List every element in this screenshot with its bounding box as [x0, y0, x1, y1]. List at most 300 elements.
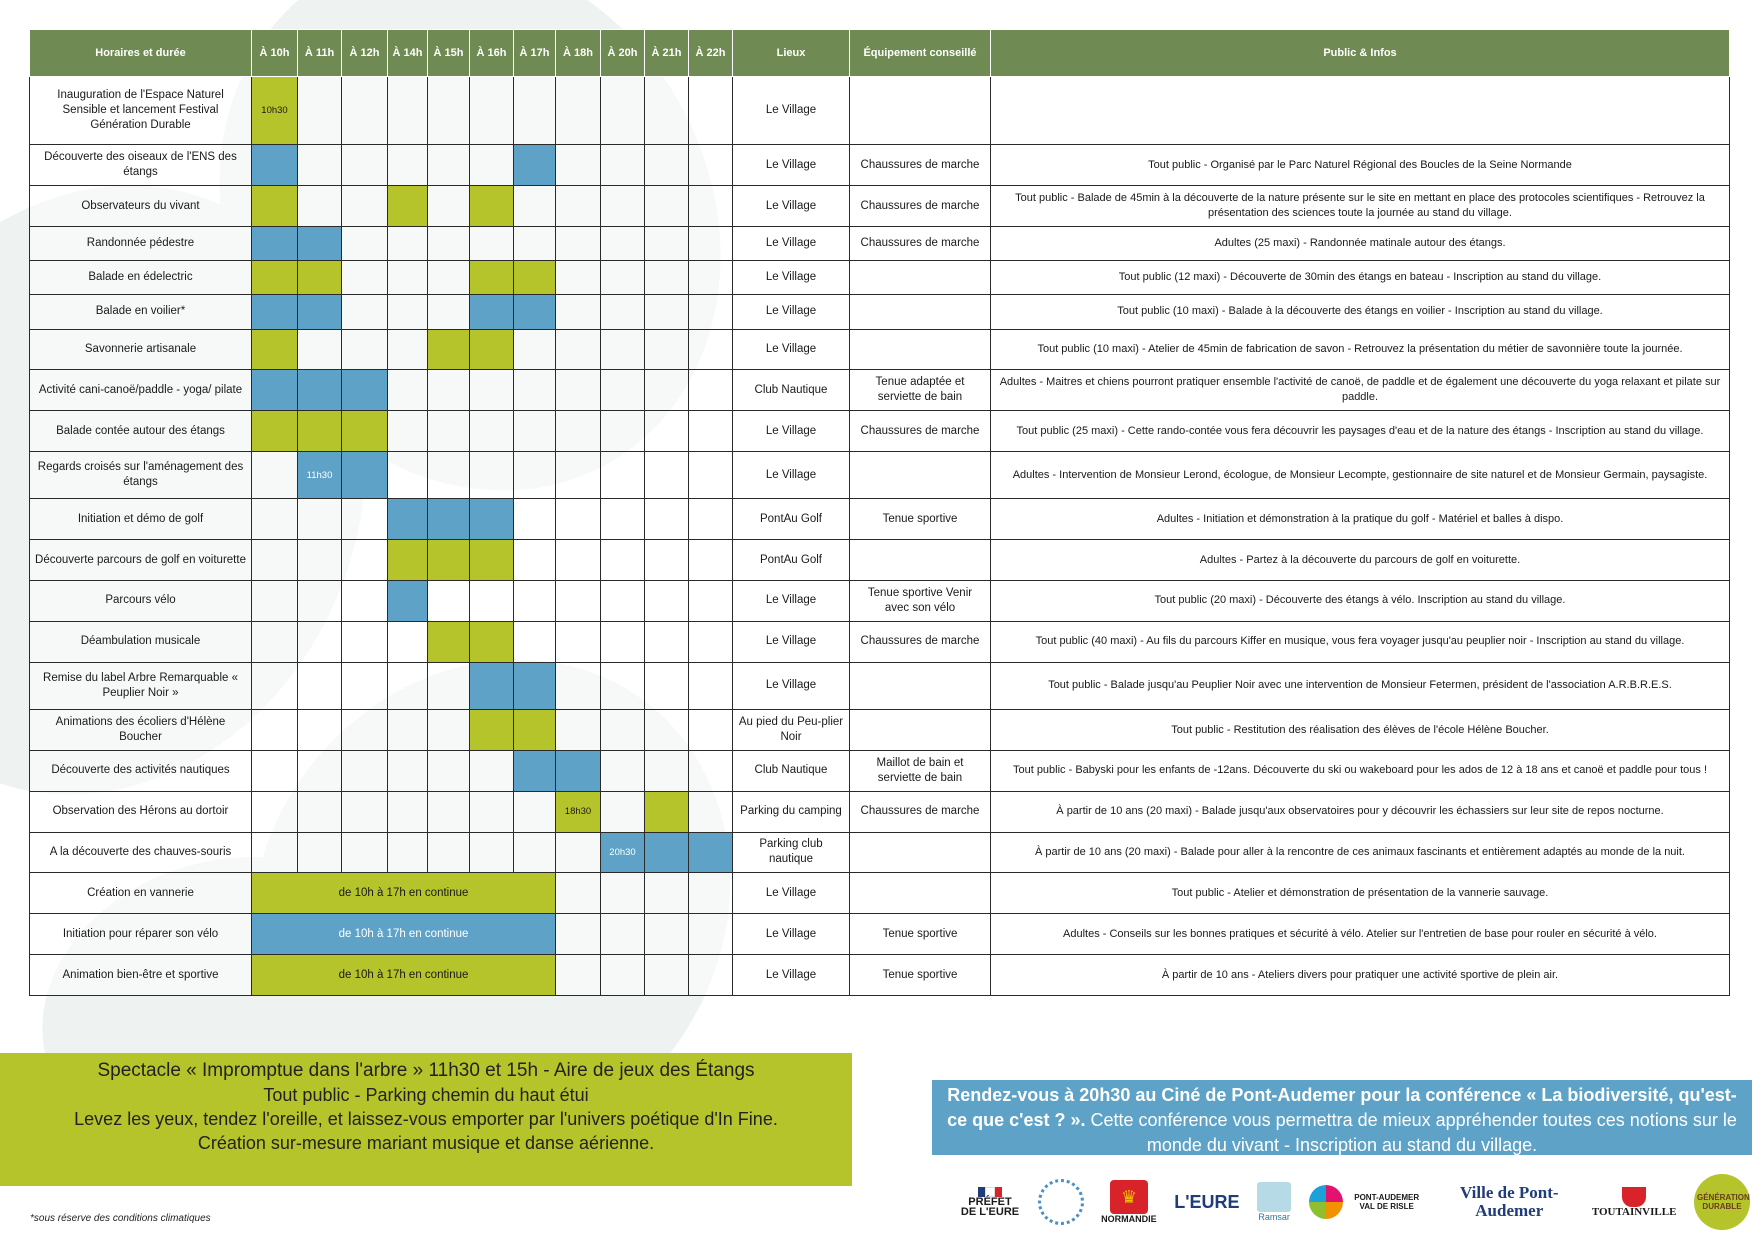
slot-15h [428, 329, 470, 370]
equipment [850, 540, 991, 581]
slot-18h [556, 295, 601, 329]
public-info: Adultes - Intervention de Monsieur Lerond, écologue, de Monsieur Lecompte, gestionnaire de site naturel et de Monsieur Germain, paysagiste. [991, 452, 1730, 499]
slot-21h [645, 329, 689, 370]
slot-10h [252, 710, 298, 751]
schedule-row [30, 662, 1730, 709]
public-info: Tout public (20 maxi) - Découverte des étangs à vélo. Inscription au stand du village. [991, 581, 1730, 622]
header-time-18h: À 18h [556, 30, 601, 77]
place: Le Village [733, 77, 850, 145]
schedule-row [30, 873, 1730, 914]
equipment [850, 452, 991, 499]
slot-18h [556, 914, 601, 955]
slot-20h [601, 145, 645, 186]
slot-18h [556, 499, 601, 540]
spectacle-title: Spectacle « Impromptue dans l'arbre » 11h30 et 15h - Aire de jeux des Étangs [97, 1060, 755, 1081]
slot-12h [342, 452, 388, 499]
slot-22h [689, 955, 733, 996]
public-info: Tout public (10 maxi) - Balade à la découverte des étangs en voilier - Inscription au stand du village. [991, 295, 1730, 329]
slot-10h [252, 261, 298, 295]
public-info: Tout public (40 maxi) - Au fils du parcours Kiffer en musique, vous fera voyager jusqu'au peuplier noir - Inscription au stand du village. [991, 621, 1730, 662]
slot-16h [470, 411, 514, 452]
equipment: Chaussures de marche [850, 186, 991, 227]
slot-22h [689, 581, 733, 622]
activity-name: Création en vannerie [30, 873, 252, 914]
slot-20h [601, 621, 645, 662]
partner-logos [960, 1170, 1750, 1234]
slot-14h [388, 452, 428, 499]
slot-14h [388, 621, 428, 662]
equipment: Tenue sportive [850, 914, 991, 955]
slot-16h [470, 750, 514, 791]
ramsar-label: Ramsar [1258, 1212, 1290, 1222]
slot-15h [428, 581, 470, 622]
slot-12h [342, 186, 388, 227]
slot-11h [298, 540, 342, 581]
public-info: Tout public (10 maxi) - Atelier de 45min de fabrication de savon - Retrouvez la présentation du métier de savonnière toute la journée. [991, 329, 1730, 370]
schedule-row [30, 710, 1730, 751]
slot-22h [689, 295, 733, 329]
slot-20h [601, 370, 645, 411]
ramsar-logo [1257, 1182, 1291, 1222]
spectacle-box [0, 1053, 852, 1186]
slot-18h [556, 540, 601, 581]
equipment: Chaussures de marche [850, 621, 991, 662]
slot-20h [601, 261, 645, 295]
slot-12h [342, 710, 388, 751]
slot-17h [514, 499, 556, 540]
slot-17h [514, 370, 556, 411]
slot-16h [470, 261, 514, 295]
header-activity: Horaires et durée [30, 30, 252, 77]
slot-20h [601, 581, 645, 622]
continuous-slot: de 10h à 17h en continue [252, 914, 556, 955]
slot-21h [645, 227, 689, 261]
activity-name: Balade contée autour des étangs [30, 411, 252, 452]
header-time-16h: À 16h [470, 30, 514, 77]
public-info: À partir de 10 ans - Ateliers divers pour pratiquer une activité sportive de plein air. [991, 955, 1730, 996]
slot-22h [689, 145, 733, 186]
activity-name: Découverte parcours de golf en voiturette [30, 540, 252, 581]
schedule-row [30, 955, 1730, 996]
slot-14h [388, 540, 428, 581]
pavr-label: PONT-AUDEMER VAL DE RISLE [1354, 1193, 1420, 1211]
slot-14h [388, 329, 428, 370]
schedule-body [30, 77, 1730, 996]
activity-name: Initiation et démo de golf [30, 499, 252, 540]
public-info: Tout public - Balade de 45min à la découverte de la nature présente sur le site en mettant en place des protocoles scientifiques - Retrouvez la présentation des sciences toute la journée au stand du village. [991, 186, 1730, 227]
slot-21h [645, 832, 689, 873]
slot-21h [645, 581, 689, 622]
slot-17h [514, 227, 556, 261]
place: Le Village [733, 145, 850, 186]
activity-name: Balade en voilier* [30, 295, 252, 329]
slot-14h [388, 499, 428, 540]
slot-11h [298, 411, 342, 452]
slot-16h [470, 662, 514, 709]
public-info: Adultes (25 maxi) - Randonnée matinale autour des étangs. [991, 227, 1730, 261]
header-time-11h: À 11h [298, 30, 342, 77]
slot-16h [470, 540, 514, 581]
slot-12h [342, 145, 388, 186]
slot-12h [342, 540, 388, 581]
slot-11h [298, 145, 342, 186]
activity-name: Découverte des activités nautiques [30, 750, 252, 791]
slot-12h [342, 499, 388, 540]
activity-name: Déambulation musicale [30, 621, 252, 662]
schedule-row [30, 914, 1730, 955]
public-info [991, 77, 1730, 145]
slot-22h [689, 710, 733, 751]
public-info: Tout public - Babyski pour les enfants de -12ans. Découverte du ski ou wakeboard pour les ados de 12 à 18 ans et canoë et paddle pour tous ! [991, 750, 1730, 791]
slot-21h [645, 914, 689, 955]
schedule-row [30, 227, 1730, 261]
place: Le Village [733, 914, 850, 955]
slot-20h [601, 411, 645, 452]
slot-10h [252, 832, 298, 873]
slot-15h [428, 227, 470, 261]
slot-15h [428, 540, 470, 581]
slot-15h [428, 832, 470, 873]
place: Le Village [733, 873, 850, 914]
slot-16h [470, 77, 514, 145]
slot-22h [689, 914, 733, 955]
ville-logo [1444, 1184, 1574, 1220]
slot-18h [556, 186, 601, 227]
slot-11h [298, 710, 342, 751]
activity-name: Animation bien-être et sportive [30, 955, 252, 996]
equipment: Chaussures de marche [850, 411, 991, 452]
slot-16h [470, 186, 514, 227]
schedule-row [30, 329, 1730, 370]
slot-22h [689, 227, 733, 261]
schedule-row [30, 621, 1730, 662]
schedule-row [30, 540, 1730, 581]
public-info: Adultes - Maitres et chiens pourront pratiquer ensemble l'activité de canoë, de paddle et de également une découverte du yoga relaxant et pilate sur paddle. [991, 370, 1730, 411]
public-info: À partir de 10 ans (20 maxi) - Balade jusqu'aux observatoires pour y découvrir les échassiers sur leur site de repos nocturne. [991, 791, 1730, 832]
slot-11h [298, 832, 342, 873]
slot-10h [252, 329, 298, 370]
public-info: Tout public - Organisé par le Parc Naturel Régional des Boucles de la Seine Normande [991, 145, 1730, 186]
schedule-row [30, 499, 1730, 540]
equipment: Tenue sportive [850, 499, 991, 540]
slot-21h [645, 370, 689, 411]
slot-17h [514, 186, 556, 227]
activity-name: Parcours vélo [30, 581, 252, 622]
slot-10h [252, 145, 298, 186]
slot-20h [601, 710, 645, 751]
slot-12h [342, 261, 388, 295]
place: Le Village [733, 261, 850, 295]
slot-21h [645, 77, 689, 145]
slot-22h [689, 452, 733, 499]
header-time-14h: À 14h [388, 30, 428, 77]
slot-12h [342, 581, 388, 622]
slot-17h [514, 791, 556, 832]
activity-name: Balade en édelectric [30, 261, 252, 295]
public-info: Adultes - Conseils sur les bonnes pratiques et sécurité à vélo. Atelier sur l'entretien de base pour rouler en sécurité à vélo. [991, 914, 1730, 955]
slot-16h [470, 832, 514, 873]
spectacle-line-3: Création sur-mesure mariant musique et danse aérienne. [197, 1133, 655, 1153]
slot-17h [514, 329, 556, 370]
slot-18h [556, 832, 601, 873]
slot-16h [470, 329, 514, 370]
equipment: Chaussures de marche [850, 145, 991, 186]
slot-15h [428, 662, 470, 709]
slot-20h [601, 914, 645, 955]
slot-11h [298, 261, 342, 295]
eure-logo [1174, 1192, 1239, 1212]
conference-box [932, 1080, 1752, 1155]
slot-21h [645, 261, 689, 295]
slot-15h [428, 370, 470, 411]
slot-22h [689, 499, 733, 540]
slot-17h [514, 77, 556, 145]
activity-name: Regards croisés sur l'aménagement des étangs [30, 452, 252, 499]
public-info: Tout public - Atelier et démonstration de présentation de la vannerie sauvage. [991, 873, 1730, 914]
slot-14h [388, 227, 428, 261]
slot-11h [298, 499, 342, 540]
toutainville-logo [1592, 1187, 1677, 1217]
public-info: Adultes - Partez à la découverte du parcours de golf en voiturette. [991, 540, 1730, 581]
slot-21h [645, 452, 689, 499]
slot-18h [556, 411, 601, 452]
spectacle-line-2: Levez les yeux, tendez l'oreille, et laissez-vous emporter par l'univers poétique d'In Fine. [74, 1109, 778, 1129]
header-time-15h: À 15h [428, 30, 470, 77]
slot-11h [298, 295, 342, 329]
slot-10h [252, 540, 298, 581]
slot-22h [689, 329, 733, 370]
slot-11h [298, 581, 342, 622]
equipment [850, 329, 991, 370]
equipment [850, 295, 991, 329]
slot-21h [645, 791, 689, 832]
gd-badge [1694, 1174, 1750, 1230]
header-equipment: Équipement conseillé [850, 30, 991, 77]
slot-17h [514, 832, 556, 873]
public-info: Adultes - Initiation et démonstration à la pratique du golf - Matériel et balles à dispo. [991, 499, 1730, 540]
header-time-10h: À 10h [252, 30, 298, 77]
slot-15h [428, 791, 470, 832]
slot-17h [514, 750, 556, 791]
slot-14h [388, 261, 428, 295]
slot-15h [428, 621, 470, 662]
slot-18h [556, 145, 601, 186]
place: Le Village [733, 581, 850, 622]
equipment: Chaussures de marche [850, 227, 991, 261]
slot-10h [252, 791, 298, 832]
slot-20h [601, 540, 645, 581]
slot-14h [388, 750, 428, 791]
activity-name: Activité cani-canoë/paddle - yoga/ pilate [30, 370, 252, 411]
place: Le Village [733, 411, 850, 452]
slot-20h [601, 791, 645, 832]
slot-22h [689, 411, 733, 452]
header-row [30, 30, 1730, 77]
slot-15h [428, 295, 470, 329]
pavr-logo [1309, 1185, 1427, 1219]
slot-10h [252, 452, 298, 499]
slot-15h [428, 710, 470, 751]
slot-22h [689, 873, 733, 914]
slot-20h [601, 295, 645, 329]
gd-label: GÉNÉRATION DURABLE [1696, 1193, 1750, 1211]
conference-lead: Rendez-vous à 20h30 au Ciné de Pont-Audemer pour la conférence « La biodiversité, qu'est-ce que c'est ? ». [947, 1085, 1737, 1130]
slot-15h [428, 750, 470, 791]
equipment: Tenue sportive Venir avec son vélo [850, 581, 991, 622]
place: Club Nautique [733, 750, 850, 791]
flower-icon [1038, 1179, 1084, 1225]
toutainville-label: TOUTAINVILLE [1591, 1206, 1677, 1218]
slot-11h [298, 77, 342, 145]
slot-22h [689, 832, 733, 873]
schedule-row [30, 295, 1730, 329]
schedule-row [30, 77, 1730, 145]
slot-22h [689, 621, 733, 662]
slot-18h [556, 227, 601, 261]
slot-11h [298, 329, 342, 370]
public-info: Tout public (25 maxi) - Cette rando-contée vous fera découvrir les paysages d'eau et de la nature des étangs - Inscription au stand du village. [991, 411, 1730, 452]
slot-21h [645, 540, 689, 581]
slot-20h [601, 186, 645, 227]
place: Parking du camping [733, 791, 850, 832]
slot-21h [645, 295, 689, 329]
slot-11h [298, 621, 342, 662]
slot-22h [689, 662, 733, 709]
slot-17h [514, 261, 556, 295]
place: Le Village [733, 452, 850, 499]
schedule-row [30, 145, 1730, 186]
slot-12h [342, 227, 388, 261]
slot-17h [514, 540, 556, 581]
slot-15h [428, 452, 470, 499]
equipment [850, 832, 991, 873]
slot-22h [689, 791, 733, 832]
slot-11h [298, 186, 342, 227]
slot-20h [601, 452, 645, 499]
slot-10h [252, 411, 298, 452]
slot-16h [470, 581, 514, 622]
equipment [850, 710, 991, 751]
activity-name: Randonnée pédestre [30, 227, 252, 261]
place: Le Village [733, 227, 850, 261]
equipment: Chaussures de marche [850, 791, 991, 832]
slot-18h [556, 261, 601, 295]
slot-10h [252, 750, 298, 791]
slot-10h [252, 370, 298, 411]
slot-22h [689, 370, 733, 411]
slot-11h [298, 791, 342, 832]
slot-14h [388, 581, 428, 622]
slot-16h [470, 227, 514, 261]
slot-14h [388, 186, 428, 227]
slot-18h [556, 710, 601, 751]
schedule-row [30, 370, 1730, 411]
schedule-table [29, 29, 1730, 996]
header-time-12h: À 12h [342, 30, 388, 77]
slot-21h [645, 186, 689, 227]
slot-18h [556, 621, 601, 662]
slot-16h [470, 145, 514, 186]
slot-15h [428, 411, 470, 452]
normandie-logo [1101, 1180, 1157, 1224]
slot-17h [514, 295, 556, 329]
activity-name: Remise du label Arbre Remarquable « Peuplier Noir » [30, 662, 252, 709]
pavr-flower-icon [1309, 1185, 1343, 1219]
schedule-row [30, 411, 1730, 452]
lion-icon: ♛ [1110, 1180, 1148, 1214]
header-time-21h: À 21h [645, 30, 689, 77]
equipment: Maillot de bain et serviette de bain [850, 750, 991, 791]
slot-20h [601, 873, 645, 914]
slot-18h [556, 955, 601, 996]
activity-name: Savonnerie artisanale [30, 329, 252, 370]
schedule-row [30, 791, 1730, 832]
slot-21h [645, 621, 689, 662]
slot-14h [388, 710, 428, 751]
slot-10h [252, 621, 298, 662]
slot-18h [556, 873, 601, 914]
place: PontAu Golf [733, 499, 850, 540]
slot-12h [342, 791, 388, 832]
slot-14h [388, 791, 428, 832]
slot-10h [252, 295, 298, 329]
activity-name: Découverte des oiseaux de l'ENS des étangs [30, 145, 252, 186]
slot-18h [556, 452, 601, 499]
normandie-label: NORMANDIE [1101, 1214, 1157, 1224]
slot-17h [514, 411, 556, 452]
wave-icon [1257, 1182, 1291, 1212]
slot-20h [601, 750, 645, 791]
slot-21h [645, 710, 689, 751]
slot-20h [601, 329, 645, 370]
slot-22h [689, 77, 733, 145]
public-info: À partir de 10 ans (20 maxi) - Balade pour aller à la rencontre de ces animaux fascinants et entièrement adaptés au monde de la nuit. [991, 832, 1730, 873]
place: Le Village [733, 662, 850, 709]
header-place: Lieux [733, 30, 850, 77]
slot-16h [470, 791, 514, 832]
slot-15h [428, 261, 470, 295]
slot-11h [298, 750, 342, 791]
slot-10h: 10h30 [252, 77, 298, 145]
reserve-logo [1038, 1179, 1084, 1225]
header-info: Public & Infos [991, 30, 1730, 77]
slot-18h [556, 750, 601, 791]
slot-12h [342, 77, 388, 145]
slot-17h [514, 710, 556, 751]
slot-10h [252, 186, 298, 227]
slot-20h [601, 499, 645, 540]
slot-15h [428, 77, 470, 145]
slot-12h [342, 832, 388, 873]
slot-14h [388, 145, 428, 186]
slot-10h [252, 581, 298, 622]
slot-21h [645, 499, 689, 540]
activity-name: Initiation pour réparer son vélo [30, 914, 252, 955]
slot-21h [645, 873, 689, 914]
slot-15h [428, 499, 470, 540]
place: Le Village [733, 186, 850, 227]
slot-17h [514, 621, 556, 662]
slot-18h [556, 329, 601, 370]
slot-12h [342, 411, 388, 452]
slot-17h [514, 452, 556, 499]
slot-17h [514, 662, 556, 709]
place: Au pied du Peu-plier Noir [733, 710, 850, 751]
activity-name: Observateurs du vivant [30, 186, 252, 227]
slot-18h [556, 370, 601, 411]
slot-16h [470, 370, 514, 411]
slot-20h [601, 955, 645, 996]
